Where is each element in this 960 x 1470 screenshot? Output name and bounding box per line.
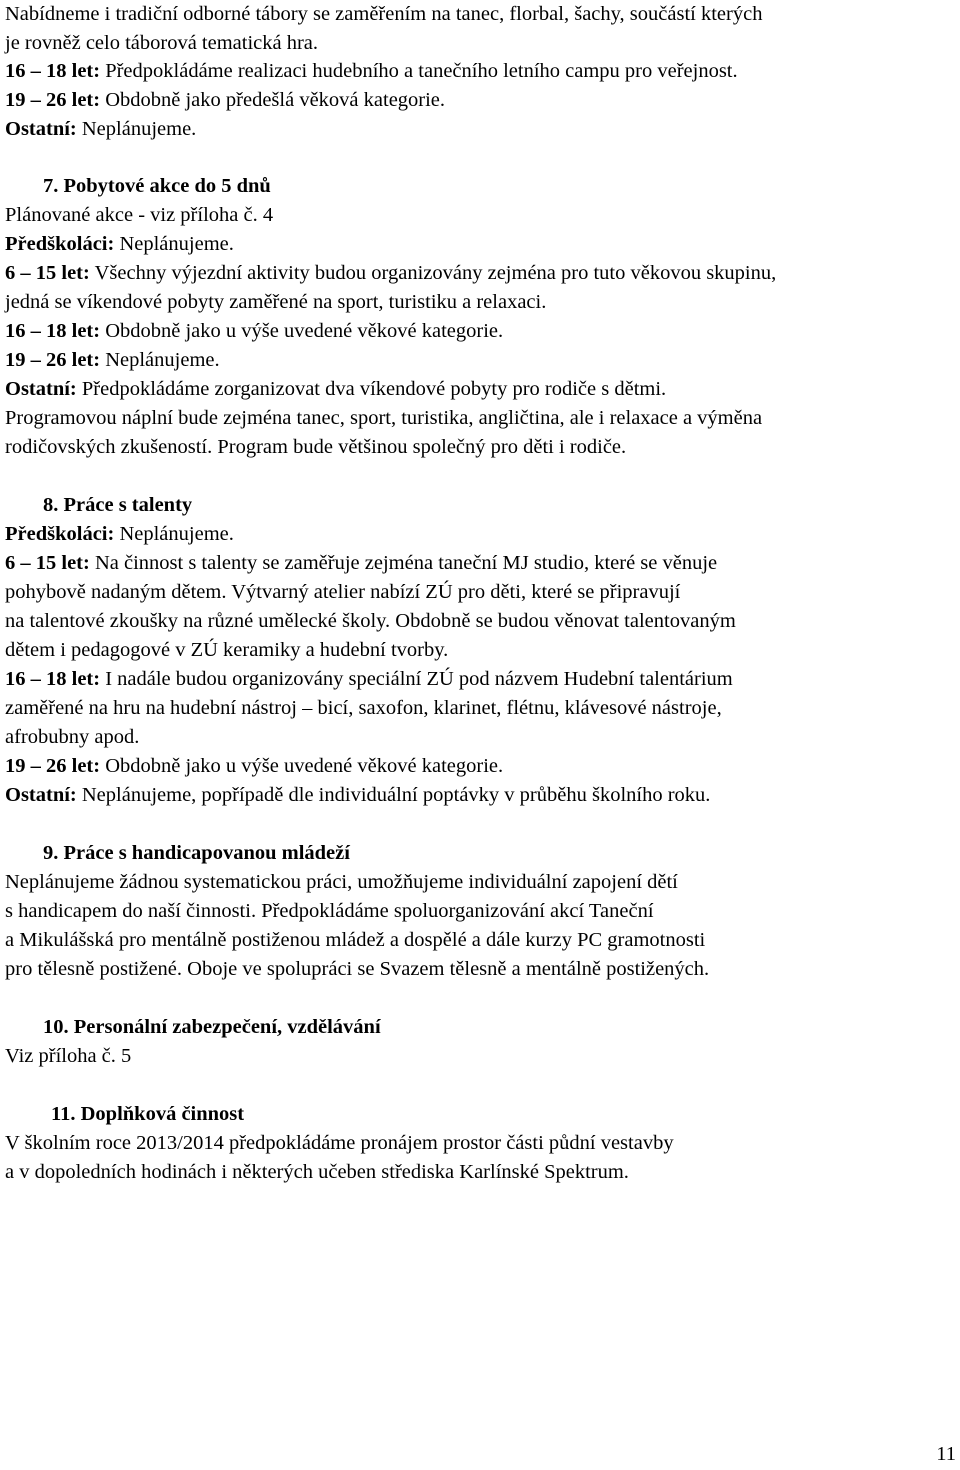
text-run: Obdobně jako předešlá věková kategorie. (100, 89, 446, 111)
text-run: Neplánujeme žádnou systematickou práci, umožňujeme individuální zapojení dětí (5, 871, 678, 893)
text-run: pro tělesně postižené. Oboje ve spolupráci se Svazem tělesně a mentálně postižených. (5, 958, 710, 980)
text-line (43, 839, 350, 868)
text-run: na talentové zkoušky na různé umělecké školy. Obdobně se budou věnovat talentovaným (5, 610, 736, 632)
text-line (5, 115, 196, 144)
text-run: Neplánujeme. (114, 523, 234, 545)
text-line (5, 1042, 131, 1071)
bold-label: 6 – 15 let: (5, 552, 90, 574)
text-run: Neplánujeme. (76, 118, 197, 140)
bold-label: Ostatní: (5, 118, 77, 140)
text-line (5, 201, 273, 230)
bold-label: 16 – 18 let: (5, 60, 101, 82)
text-line (43, 1013, 381, 1042)
bold-label: 7. Pobytové akce do 5 dnů (43, 175, 271, 197)
text-line (5, 723, 139, 752)
bold-label: 19 – 26 let: (5, 755, 101, 777)
text-line (51, 1100, 244, 1129)
bold-label: Ostatní: (5, 378, 77, 400)
text-run: Programovou náplní bude zejména tanec, sport, turistika, angličtina, ale i relaxace a výměna (5, 407, 763, 429)
bold-label: 10. Personální zabezpečení, vzdělávání (43, 1016, 381, 1038)
bold-label: 19 – 26 let: (5, 349, 101, 371)
text-run: Obdobně jako u výše uvedené věkové kategorie. (100, 320, 504, 342)
text-line (5, 665, 733, 694)
text-run: V školním roce 2013/2014 předpokládáme pronájem prostor části půdní vestavby (5, 1132, 674, 1154)
text-run: jedná se víkendové pobyty zaměřené na sport, turistiku a relaxaci. (5, 291, 547, 313)
text-line (5, 897, 654, 926)
text-line (5, 607, 736, 636)
text-line (5, 868, 678, 897)
text-run: pohybově nadaným dětem. Výtvarný atelier nabízí ZÚ pro děti, které se připravují (5, 581, 681, 603)
text-line (5, 259, 776, 288)
text-line (5, 86, 445, 115)
text-line (5, 752, 503, 781)
text-line (5, 1129, 674, 1158)
text-run: zaměřené na hru na hudební nástroj – bicí, saxofon, klarinet, flétnu, klávesové nástroje, (5, 697, 722, 719)
text-run: Plánované akce - viz příloha č. 4 (5, 204, 274, 226)
text-run: Obdobně jako u výše uvedené věkové kategorie. (100, 755, 504, 777)
text-line (5, 288, 546, 317)
text-line (5, 230, 234, 259)
text-run: Neplánujeme. (114, 233, 234, 255)
text-line (5, 57, 738, 86)
text-run: afrobubny apod. (5, 726, 140, 748)
text-line (5, 636, 448, 665)
text-run: je rovněž celo táborová tematická hra. (5, 32, 319, 54)
text-line (5, 0, 762, 29)
text-line (5, 433, 626, 462)
page-number: 11 (936, 1443, 956, 1465)
text-run: Na činnost s talenty se zaměřuje zejména taneční MJ studio, které se věnuje (89, 552, 718, 574)
text-run: a Mikulášská pro mentálně postiženou mládež a dospělé a dále kurzy PC gramotnosti (5, 929, 706, 951)
text-line (5, 1158, 629, 1187)
bold-label: 8. Práce s talenty (43, 494, 193, 516)
bold-label: 16 – 18 let: (5, 320, 101, 342)
text-run: Předpokládáme zorganizovat dva víkendové pobyty pro rodiče s dětmi. (76, 378, 667, 400)
text-line (5, 549, 717, 578)
text-run: a v dopoledních hodinách i některých učeben střediska Karlínské Spektrum. (5, 1161, 629, 1183)
text-line (5, 781, 710, 810)
text-run: s handicapem do naší činnosti. Předpokládáme spoluorganizování akcí Taneční (5, 900, 654, 922)
text-run: Všechny výjezdní aktivity budou organizovány zejména pro tuto věkovou skupinu, (89, 262, 777, 284)
text-run: rodičovských zkušeností. Program bude většinou společný pro děti i rodiče. (5, 436, 627, 458)
text-line (5, 404, 762, 433)
text-line (5, 578, 680, 607)
text-line (5, 317, 503, 346)
text-line (5, 375, 666, 404)
text-line (5, 955, 709, 984)
text-run: Neplánujeme. (100, 349, 220, 371)
text-line (5, 520, 234, 549)
bold-label: 16 – 18 let: (5, 668, 101, 690)
text-run: Viz příloha č. 5 (5, 1045, 132, 1067)
text-run: Nabídneme i tradiční odborné tábory se zaměřením na tanec, florbal, šachy, součástí kterých (5, 3, 763, 25)
text-line (5, 29, 318, 58)
text-run: dětem i pedagogové v ZÚ keramiky a hudební tvorby. (5, 639, 449, 661)
text-run: Předpokládáme realizaci hudebního a tanečního letního campu pro veřejnost. (100, 60, 738, 82)
text-line (5, 694, 722, 723)
bold-label: Předškoláci: (5, 523, 115, 545)
text-line (43, 172, 271, 201)
bold-label: 11. Doplňková činnost (51, 1103, 245, 1125)
text-run: Neplánujeme, popřípadě dle individuální poptávky v průběhu školního roku. (76, 784, 711, 806)
bold-label: 19 – 26 let: (5, 89, 101, 111)
bold-label: Předškoláci: (5, 233, 115, 255)
text-run: I nadále budou organizovány speciální ZÚ pod názvem Hudební talentárium (100, 668, 733, 690)
bold-label: 6 – 15 let: (5, 262, 90, 284)
text-line (43, 491, 192, 520)
bold-label: 9. Práce s handicapovanou mládeží (43, 842, 350, 864)
text-line (5, 926, 705, 955)
bold-label: Ostatní: (5, 784, 77, 806)
text-line (5, 346, 220, 375)
